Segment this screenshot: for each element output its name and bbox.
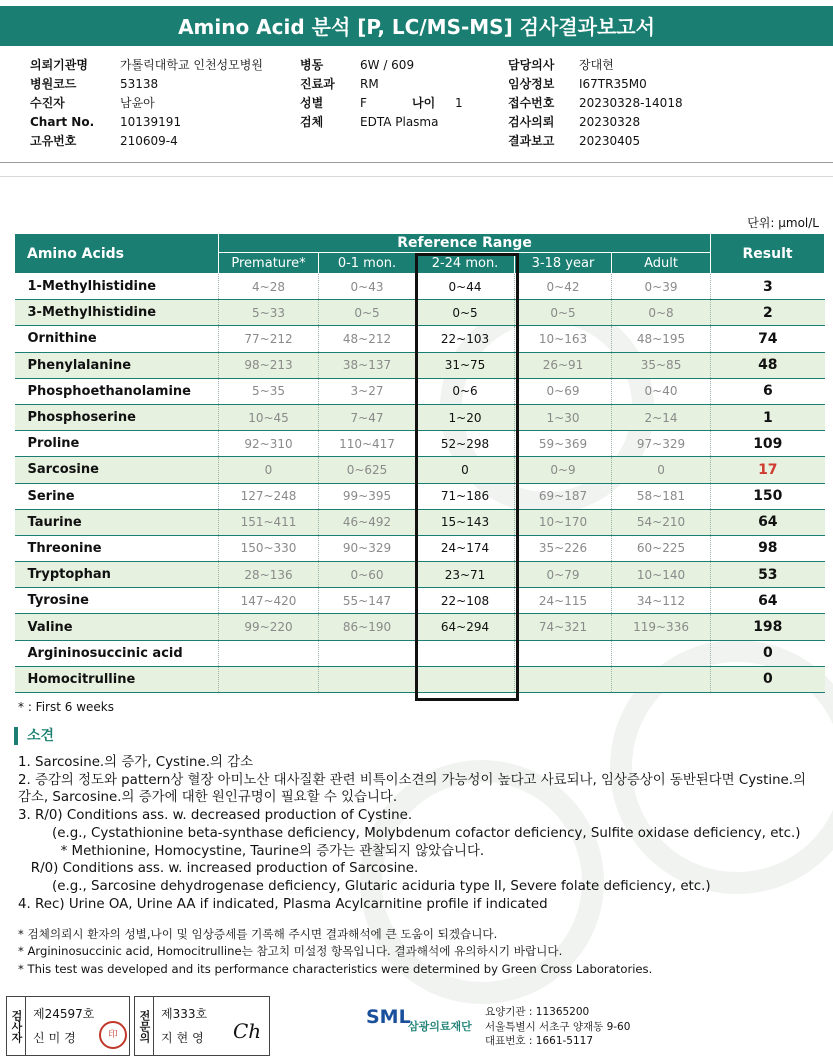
amino-acid-name: Ornithine — [15, 326, 219, 352]
reference-range-cell: 31~75 — [416, 352, 515, 378]
reference-range-cell: 1~30 — [515, 404, 612, 430]
header-age-0-1mon: 0-1 mon. — [319, 253, 416, 274]
reference-range-cell: 0~60 — [319, 562, 416, 588]
reference-range-cell: 15~143 — [416, 509, 515, 535]
signature-role: 전문의 — [135, 997, 154, 1055]
reference-range-cell — [219, 666, 319, 692]
result-value: 48 — [711, 352, 825, 378]
report-footer — [0, 996, 833, 1056]
field-label: 결과보고 — [508, 134, 555, 148]
reference-range-cell: 0~42 — [515, 274, 612, 300]
signature-role: 검사자 — [7, 997, 26, 1055]
finding-line: 2. 증감의 정도와 pattern상 혈장 아미노산 대사질환 관련 비특이소견의 가능성이 높다고 사료되나, 임상증상이 동반된다면 Cystine.의 — [18, 772, 806, 788]
lab-logo: SML — [366, 1006, 411, 1028]
finding-line: 4. Rec) Urine OA, Urine AA if indicated, Plasma Acylcarnitine profile if indicated — [18, 896, 548, 912]
footnotes — [18, 926, 818, 978]
reference-range-cell: 0~6 — [416, 378, 515, 404]
reference-range-cell: 127~248 — [219, 483, 319, 509]
finding-line: 감소, Sarcosine.의 증가에 대한 원인규명이 필요할 수 있습니다. — [18, 790, 398, 806]
field-value: 가톨릭대학교 인천성모병원 — [120, 58, 263, 72]
reference-range-cell: 24~115 — [515, 588, 612, 614]
header-amino-acids: Amino Acids — [15, 234, 219, 274]
reference-range-cell: 5~33 — [219, 300, 319, 326]
reference-range-cell: 10~45 — [219, 404, 319, 430]
header-age-3-18year: 3-18 year — [515, 253, 612, 274]
reference-range-cell: 98~213 — [219, 352, 319, 378]
reference-range-cell — [319, 640, 416, 666]
reference-range-cell: 48~195 — [612, 326, 711, 352]
divider — [0, 176, 833, 177]
seal-stamp: 印 — [99, 1021, 127, 1049]
amino-acid-name: Tyrosine — [15, 588, 219, 614]
reference-range-cell: 71~186 — [416, 483, 515, 509]
reference-range-cell: 0~79 — [515, 562, 612, 588]
footnote: * Argininosuccinic acid, Homocitrulline는 참고치 미설정 항목입니다. 결과해석에 유의하시기 바랍니다. — [18, 944, 563, 959]
reference-range-cell: 151~411 — [219, 509, 319, 535]
reference-range-cell: 0 — [416, 457, 515, 483]
highlight-box-2-24mon — [415, 253, 519, 701]
header-age-2-24mon: 2-24 mon. — [416, 253, 515, 274]
result-value: 2 — [711, 300, 825, 326]
field-value: 53138 — [120, 77, 159, 91]
reference-range-cell: 7~47 — [319, 404, 416, 430]
reference-range-cell: 90~329 — [319, 535, 416, 561]
field-label: 진료과 — [300, 77, 335, 91]
field-value: 10139191 — [120, 115, 182, 129]
patient-info-right — [508, 56, 808, 151]
result-value: 64 — [711, 588, 825, 614]
signature-examiner — [6, 996, 130, 1056]
institution-code: 요양기관 : 11365200 — [485, 1006, 590, 1018]
reference-range-cell: 24~174 — [416, 535, 515, 561]
field-label: 고유번호 — [30, 134, 77, 148]
reference-range-cell: 26~91 — [515, 352, 612, 378]
amino-acid-name: Proline — [15, 431, 219, 457]
reference-range-cell: 23~71 — [416, 562, 515, 588]
field-value: 210609-4 — [120, 134, 178, 148]
reference-range-cell: 0 — [219, 457, 319, 483]
reference-range-cell — [612, 666, 711, 692]
reference-range-cell: 0~625 — [319, 457, 416, 483]
reference-range-cell: 3~27 — [319, 378, 416, 404]
field-value: 20230405 — [579, 134, 641, 148]
reference-range-cell: 0 — [612, 457, 711, 483]
reference-range-cell: 110~417 — [319, 431, 416, 457]
result-value: 6 — [711, 378, 825, 404]
amino-acid-name: 3-Methylhistidine — [15, 300, 219, 326]
reference-range-cell: 97~329 — [612, 431, 711, 457]
field-value: 20230328-14018 — [579, 96, 683, 110]
field-value: 남윤아 — [120, 96, 155, 110]
reference-range-cell — [515, 666, 612, 692]
reference-range-cell — [515, 640, 612, 666]
field-label: 검사의뢰 — [508, 115, 555, 129]
finding-line: * Methionine, Homocystine, Taurine의 증가는 관찰되지 않았습니다. — [18, 843, 485, 859]
amino-acid-name: Valine — [15, 614, 219, 640]
field-value: 20230328 — [579, 115, 641, 129]
reference-range-cell: 0~9 — [515, 457, 612, 483]
reference-range-cell: 0~8 — [612, 300, 711, 326]
reference-range-cell: 92~310 — [219, 431, 319, 457]
lab-name: 삼광의료재단 — [408, 1020, 472, 1033]
lab-info — [485, 1005, 630, 1049]
amino-acid-name: Argininosuccinic acid — [15, 640, 219, 666]
amino-acid-name: Threonine — [15, 535, 219, 561]
field-value: RM — [360, 77, 379, 91]
reference-range-cell: 58~181 — [612, 483, 711, 509]
reference-range-cell: 35~85 — [612, 352, 711, 378]
patient-info-left — [30, 56, 300, 151]
result-value: 1 — [711, 404, 825, 430]
field-value: F — [360, 96, 367, 110]
amino-acid-name: Homocitrulline — [15, 666, 219, 692]
signature-specialist — [134, 996, 270, 1056]
result-value: 3 — [711, 274, 825, 300]
reference-range-cell: 99~220 — [219, 614, 319, 640]
divider — [0, 162, 833, 163]
amino-acid-name: Phosphoserine — [15, 404, 219, 430]
reference-range-cell: 150~330 — [219, 535, 319, 561]
header-age-adult: Adult — [612, 253, 711, 274]
reference-range-cell: 54~210 — [612, 509, 711, 535]
reference-range-cell: 119~336 — [612, 614, 711, 640]
amino-acid-name: Phosphoethanolamine — [15, 378, 219, 404]
amino-acid-name: Tryptophan — [15, 562, 219, 588]
reference-range-cell: 10~163 — [515, 326, 612, 352]
reference-range-cell: 48~212 — [319, 326, 416, 352]
reference-range-cell: 0~5 — [515, 300, 612, 326]
reference-range-cell: 1~20 — [416, 404, 515, 430]
field-value: 장대현 — [579, 58, 614, 72]
field-label: 검체 — [300, 115, 324, 129]
reference-range-cell: 0~44 — [416, 274, 515, 300]
reference-range-cell: 46~492 — [319, 509, 416, 535]
reference-range-cell: 10~170 — [515, 509, 612, 535]
age-value: 1 — [455, 96, 463, 110]
unit-label: 단위: µmol/L — [747, 216, 819, 230]
reference-range-cell — [612, 640, 711, 666]
finding-line: (e.g., Cystathionine beta-synthase deficiency, Molybdenum cofactor deficiency, Sulfite oxidase deficiency, etc.) — [18, 825, 801, 841]
handwritten-signature: Ch — [233, 1019, 262, 1043]
reference-range-cell: 38~137 — [319, 352, 416, 378]
reference-range-cell: 0~5 — [416, 300, 515, 326]
reference-range-cell: 64~294 — [416, 614, 515, 640]
field-label: 병원코드 — [30, 77, 77, 91]
reference-range-cell — [219, 640, 319, 666]
reference-range-cell: 22~108 — [416, 588, 515, 614]
reference-range-cell: 86~190 — [319, 614, 416, 640]
license-number: 제333호 — [161, 1007, 208, 1021]
field-label: 병동 — [300, 58, 324, 72]
reference-range-cell: 0~40 — [612, 378, 711, 404]
license-number: 제24597호 — [33, 1007, 95, 1021]
field-label: 수진자 — [30, 96, 65, 110]
result-value: 150 — [711, 483, 825, 509]
header-age-premature: Premature* — [219, 253, 319, 274]
reference-range-cell: 0~39 — [612, 274, 711, 300]
result-value: 74 — [711, 326, 825, 352]
reference-range-cell: 2~14 — [612, 404, 711, 430]
signer-name: 지현영 — [161, 1031, 208, 1045]
result-value: 17 — [711, 457, 825, 483]
reference-range-cell: 0~69 — [515, 378, 612, 404]
header-reference-range: Reference Range — [219, 234, 711, 253]
field-label: 성별 — [300, 96, 324, 110]
reference-range-cell — [319, 666, 416, 692]
patient-info-middle — [300, 56, 500, 132]
finding-line: (e.g., Sarcosine dehydrogenase deficiency, Glutaric aciduria type II, Severe folate deficiency, etc.) — [18, 878, 711, 894]
amino-acid-name: 1-Methylhistidine — [15, 274, 219, 300]
lab-phone: 대표번호 : 1661-5117 — [485, 1035, 594, 1047]
reference-range-cell: 28~136 — [219, 562, 319, 588]
age-label: 나이 — [412, 96, 436, 110]
reference-range-cell: 59~369 — [515, 431, 612, 457]
field-label: 임상정보 — [508, 77, 555, 91]
reference-range-cell: 147~420 — [219, 588, 319, 614]
result-value: 0 — [711, 666, 825, 692]
lab-address: 서울특별시 서초구 양재동 9-60 — [485, 1020, 631, 1033]
field-value: I67TR35M0 — [579, 77, 647, 91]
field-value: EDTA Plasma — [360, 115, 439, 129]
result-value: 53 — [711, 562, 825, 588]
reference-range-cell: 77~212 — [219, 326, 319, 352]
amino-acid-name: Serine — [15, 483, 219, 509]
reference-range-cell: 22~103 — [416, 326, 515, 352]
footnote: * 검체의뢰시 환자의 성별,나이 및 임상증세를 기록해 주시면 결과해석에 큰 도움이 되겠습니다. — [18, 927, 498, 941]
reference-range-cell: 69~187 — [515, 483, 612, 509]
table-note: * : First 6 weeks — [18, 700, 114, 714]
amino-acid-name: Phenylalanine — [15, 352, 219, 378]
field-label: 담당의사 — [508, 58, 555, 72]
findings-text — [18, 754, 818, 913]
findings-title: 소견 — [14, 727, 54, 745]
footnote: * This test was developed and its performance characteristics were determined by Green Cross Laboratories. — [18, 961, 653, 976]
result-value: 98 — [711, 535, 825, 561]
finding-line: 3. R/0) Conditions ass. w. decreased production of Cystine. — [18, 808, 413, 824]
reference-range-cell: 0~5 — [319, 300, 416, 326]
finding-line: 1. Sarcosine.의 증가, Cystine.의 감소 — [18, 755, 254, 770]
result-value: 198 — [711, 614, 825, 640]
signer-name: 신미경 — [33, 1031, 80, 1045]
reference-range-cell: 5~35 — [219, 378, 319, 404]
field-label: 의뢰기관명 — [30, 58, 88, 72]
reference-range-cell: 52~298 — [416, 431, 515, 457]
reference-range-cell: 60~225 — [612, 535, 711, 561]
result-value: 64 — [711, 509, 825, 535]
amino-acid-name: Sarcosine — [15, 457, 219, 483]
field-label: 접수번호 — [508, 96, 555, 110]
report-title: Amino Acid 분석 [P, LC/MS-MS] 검사결과보고서 — [0, 6, 833, 46]
reference-range-cell: 0~43 — [319, 274, 416, 300]
reference-range-cell: 99~395 — [319, 483, 416, 509]
reference-range-cell: 55~147 — [319, 588, 416, 614]
header-result: Result — [711, 234, 825, 274]
reference-range-cell: 35~226 — [515, 535, 612, 561]
reference-range-cell: 4~28 — [219, 274, 319, 300]
amino-acid-name: Taurine — [15, 509, 219, 535]
field-label: Chart No. — [30, 115, 95, 129]
reference-range-cell: 10~140 — [612, 562, 711, 588]
reference-range-cell: 74~321 — [515, 614, 612, 640]
result-value: 109 — [711, 431, 825, 457]
reference-range-cell: 34~112 — [612, 588, 711, 614]
result-value: 0 — [711, 640, 825, 666]
finding-line: R/0) Conditions ass. w. increased production of Sarcosine. — [18, 861, 419, 877]
field-value: 6W / 609 — [360, 58, 415, 72]
